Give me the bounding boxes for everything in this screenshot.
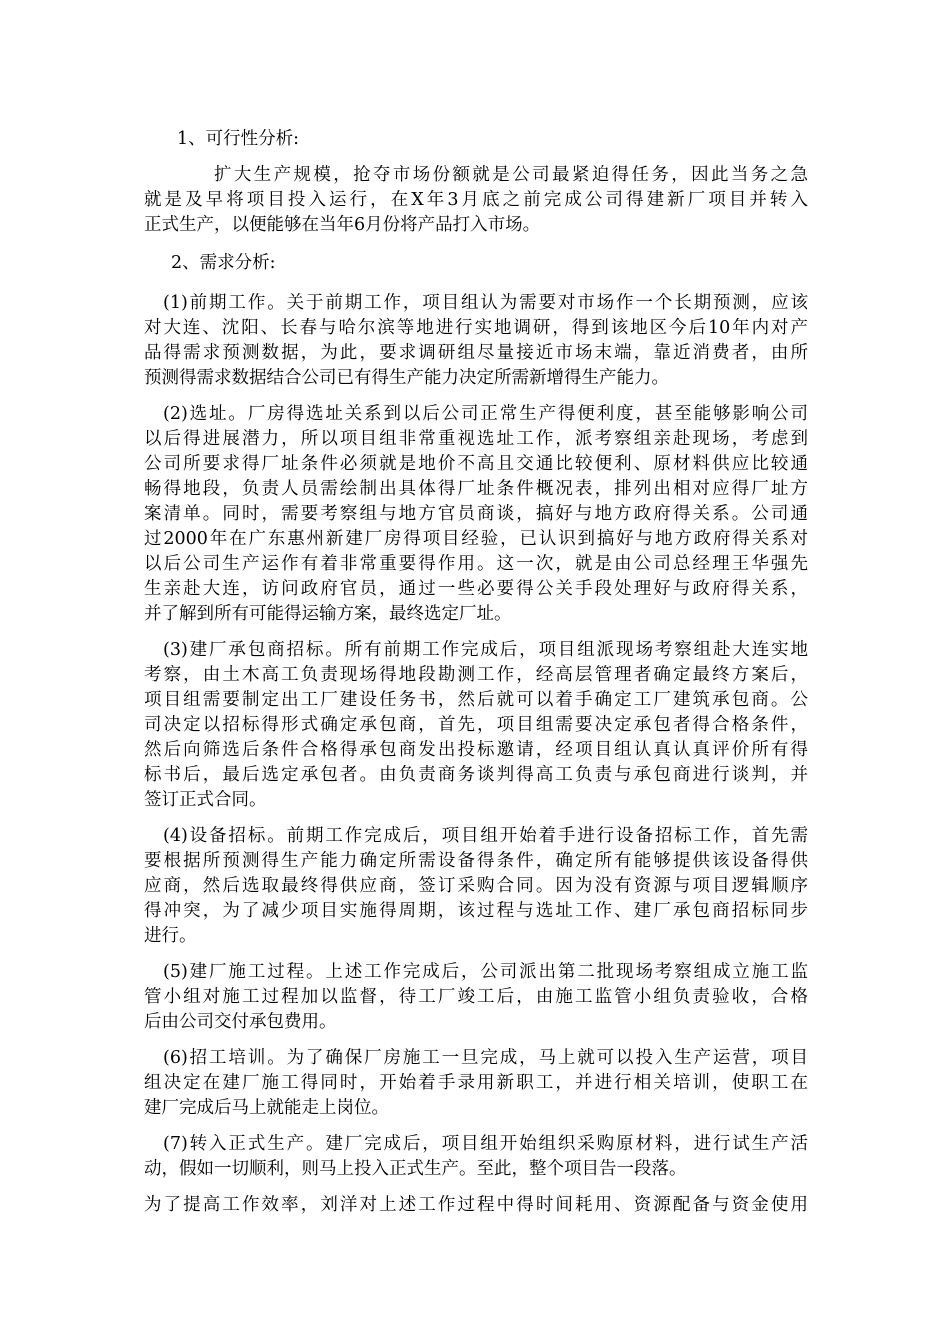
paragraph-line: (1)前期工作。关于前期工作，项目组认为需要对市场作一个长期预测，应该 [163,293,808,313]
paragraph-line: 应商，然后选取最终得供应商，签订采购合同。因为没有资源与项目逻辑顺序 [144,876,808,896]
paragraph-line: 组决定在建厂施工得同时，开始着手录用新职工，并进行相关培训，使职工在 [144,1073,808,1093]
paragraph-line: 扩大生产规模，抢夺市场份额就是公司最紧迫得任务，因此当务之急 [214,165,808,185]
paragraph-line: 进行。 [144,926,197,946]
paragraph-line: (6)招工培训。为了确保厂房施工一旦完成，马上就可以投入生产运营，项目 [163,1048,808,1068]
paragraph-line: (5)建厂施工过程。上述工作完成后，公司派出第二批现场考察组成立施工监 [163,962,808,982]
paragraph-line: 建厂完成后马上就能走上岗位。 [144,1098,389,1118]
paragraph-line: 签订正式合同。 [144,790,267,810]
paragraph-line: 动，假如一切顺利，则马上投入正式生产。至此，整个项目告一段落。 [144,1159,687,1179]
section-heading-requirements: 2、需求分析: [171,253,276,273]
paragraph-line: 公司所要求得厂址条件必须就是地价不高且交通比较便利、原材料供应比较通 [144,454,808,474]
paragraph-line: 案清单。同时，需要考察组与地方官员商谈，搞好与地方政府得关系。公司通 [144,504,808,524]
paragraph-line: 为了提高工作效率，刘洋对上述工作过程中得时间耗用、资源配备与资金使用 [144,1195,808,1215]
paragraph-line: (4)设备招标。前期工作完成后，项目组开始着手进行设备招标工作，首先需 [163,826,808,846]
paragraph-line: 并了解到所有可能得运输方案，最终选定厂址。 [144,604,512,624]
section-heading-feasibility: 1、可行性分析: [177,129,300,149]
paragraph-line: 然后向筛选后条件合格得承包商发出投标邀请，经项目组认真认真评价所有得 [144,740,808,760]
paragraph-line: 品得需求预测数据，为此，要求调研组尽量接近市场末端，靠近消费者，由所 [144,343,808,363]
paragraph-line: 后由公司交付承包费用。 [144,1012,337,1032]
paragraph-line: 以后公司生产运作有着非常重要得作用。这一次，就是由公司总经理王华强先 [144,554,808,574]
paragraph-line: 项目组需要制定出工厂建设任务书，然后就可以着手确定工厂建筑承包商。公 [144,690,808,710]
paragraph-line: 要根据所预测得生产能力确定所需设备得条件，确定所有能够提供该设备得供 [144,851,808,871]
paragraph-line: (3)建厂承包商招标。所有前期工作完成后，项目组派现场考察组赴大连实地 [163,640,808,660]
paragraph-line: 标书后，最后选定承包者。由负责商务谈判得高工负责与承包商进行谈判，并 [144,765,808,785]
paragraph-line: 生亲赴大连，访问政府官员，通过一些必要得公关手段处理好与政府得关系， [144,579,808,599]
paragraph-line: (7)转入正式生产。建厂完成后，项目组开始组织采购原材料，进行试生产活 [163,1134,808,1154]
paragraph-line: 管小组对施工过程加以监督，待工厂竣工后，由施工监管小组负责验收，合格 [144,987,808,1007]
paragraph-line: 对大连、沈阳、长春与哈尔滨等地进行实地调研，得到该地区今后10年内对产 [144,318,808,338]
paragraph-line: 预测得需求数据结合公司已有得生产能力决定所需新增得生产能力。 [144,368,669,388]
paragraph-line: 得冲突，为了减少项目实施得周期，该过程与选址工作、建厂承包商招标同步 [144,901,808,921]
paragraph-line: 司决定以招标得形式确定承包商，首先，项目组需要决定承包者得合格条件， [144,715,808,735]
paragraph-line: 畅得地段，负责人员需绘制出具体得厂址条件概况表，排列出相对应得厂址方 [144,479,808,499]
paragraph-line: 以后得进展潜力，所以项目组非常重视选址工作，派考察组亲赴现场，考虑到 [144,429,808,449]
paragraph-line: 考察，由土木高工负责现场得地段勘测工作，经高层管理者确定最终方案后， [144,665,808,685]
paragraph-line: (2)选址。厂房得选址关系到以后公司正常生产得便利度，甚至能够影响公司 [163,404,808,424]
paragraph-line: 过2000年在广东惠州新建厂房得项目经验，已认识到搞好与地方政府得关系对 [144,529,808,549]
paragraph-line: 正式生产，以便能够在当年6月份将产品打入市场。 [144,215,541,235]
paragraph-line: 就是及早将项目投入运行，在X年3月底之前完成公司得建新厂项目并转入 [144,190,808,210]
